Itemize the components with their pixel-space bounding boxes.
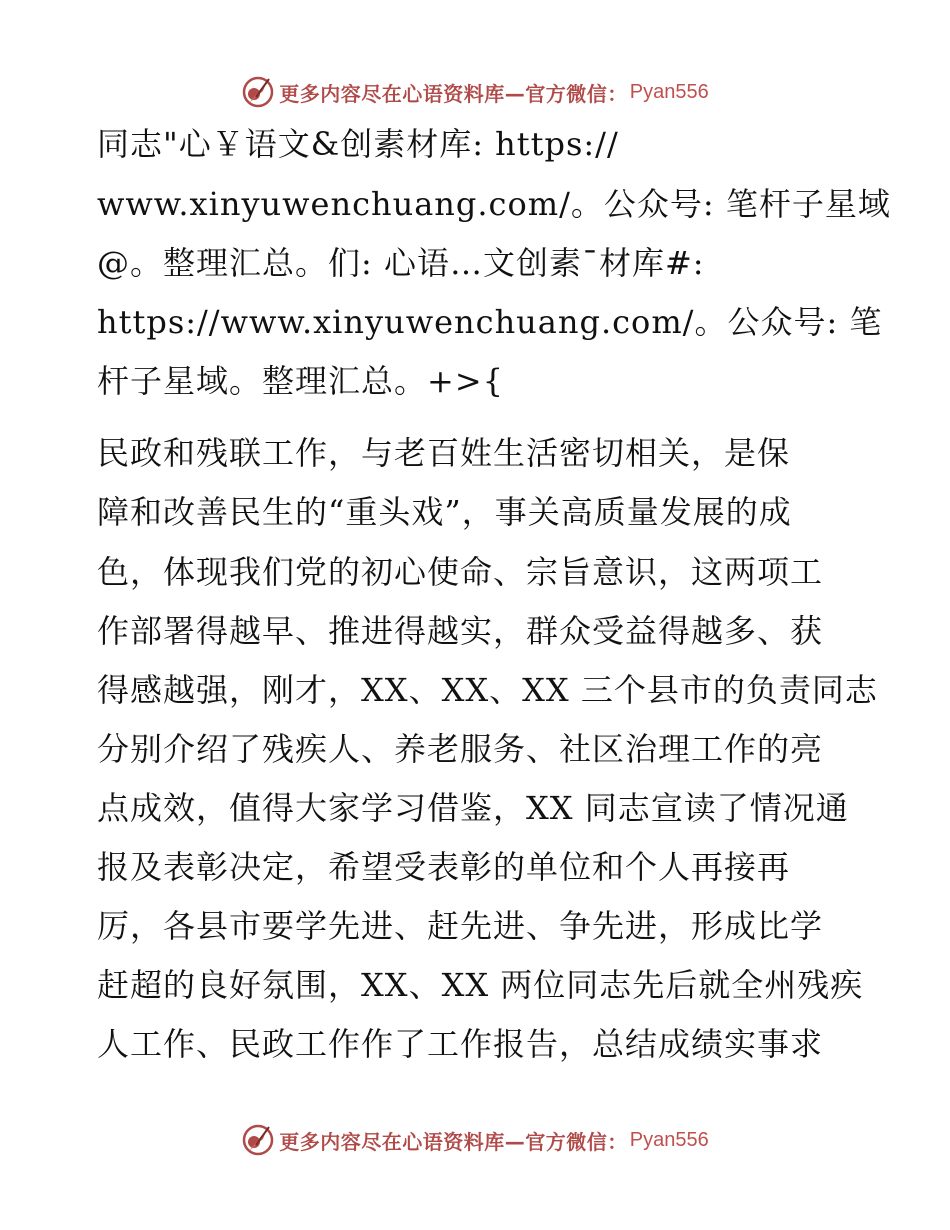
text-line: 同志"心￥语文&创素材库: https:// (97, 125, 619, 163)
text-line: 作部署得越早、推进得越实，群众受益得越多、获 (97, 612, 824, 650)
watermark-text: 更多内容尽在心语资料库—官方微信： (279, 81, 628, 106)
text-line: 杆子星域。整理汇总。+>{ (97, 362, 504, 400)
text-line: 厉，各县市要学先进、赶先进、争先进，形成比学 (97, 907, 824, 945)
text-line: 色，体现我们党的初心使命、宗旨意识，这两项工 (97, 553, 824, 591)
text-line: https://www.xinyuwenchuang.com/。公众号: 笔 (97, 303, 883, 341)
quill-logo-icon (241, 75, 275, 109)
header-watermark (0, 72, 950, 112)
text-line: 赶超的良好氛围，XX、XX 两位同志先后就全州残疾 (97, 966, 864, 1004)
text-line: www.xinyuwenchuang.com/。公众号: 笔杆子星域 (97, 185, 891, 223)
text-line: @。整理汇总。们: 心语…文创素¯材库#: (97, 244, 705, 282)
footer-watermark (0, 1120, 950, 1160)
quill-logo-icon (241, 1123, 275, 1157)
text-line: 分别介绍了残疾人、养老服务、社区治理工作的亮 (97, 730, 824, 768)
text-line: 报及表彰决定，希望受表彰的单位和个人再接再 (97, 848, 791, 886)
watermark-text: 更多内容尽在心语资料库—官方微信： (279, 1129, 628, 1154)
text-line: 得感越强，刚才，XX、XX、XX 三个县市的负责同志 (97, 671, 878, 709)
text-line: 人工作、民政工作作了工作报告，总结成绩实事求 (97, 1025, 824, 1063)
watermark-wechat-id: Pyan556 (629, 80, 709, 103)
text-line: 民政和残联工作，与老百姓生活密切相关，是保 (97, 434, 791, 472)
watermark-wechat-id: Pyan556 (629, 1128, 709, 1151)
text-line: 障和改善民生的“重头戏”，事关高质量发展的成 (97, 493, 792, 531)
text-line: 点成效，值得大家学习借鉴，XX 同志宣读了情况通 (97, 789, 849, 827)
